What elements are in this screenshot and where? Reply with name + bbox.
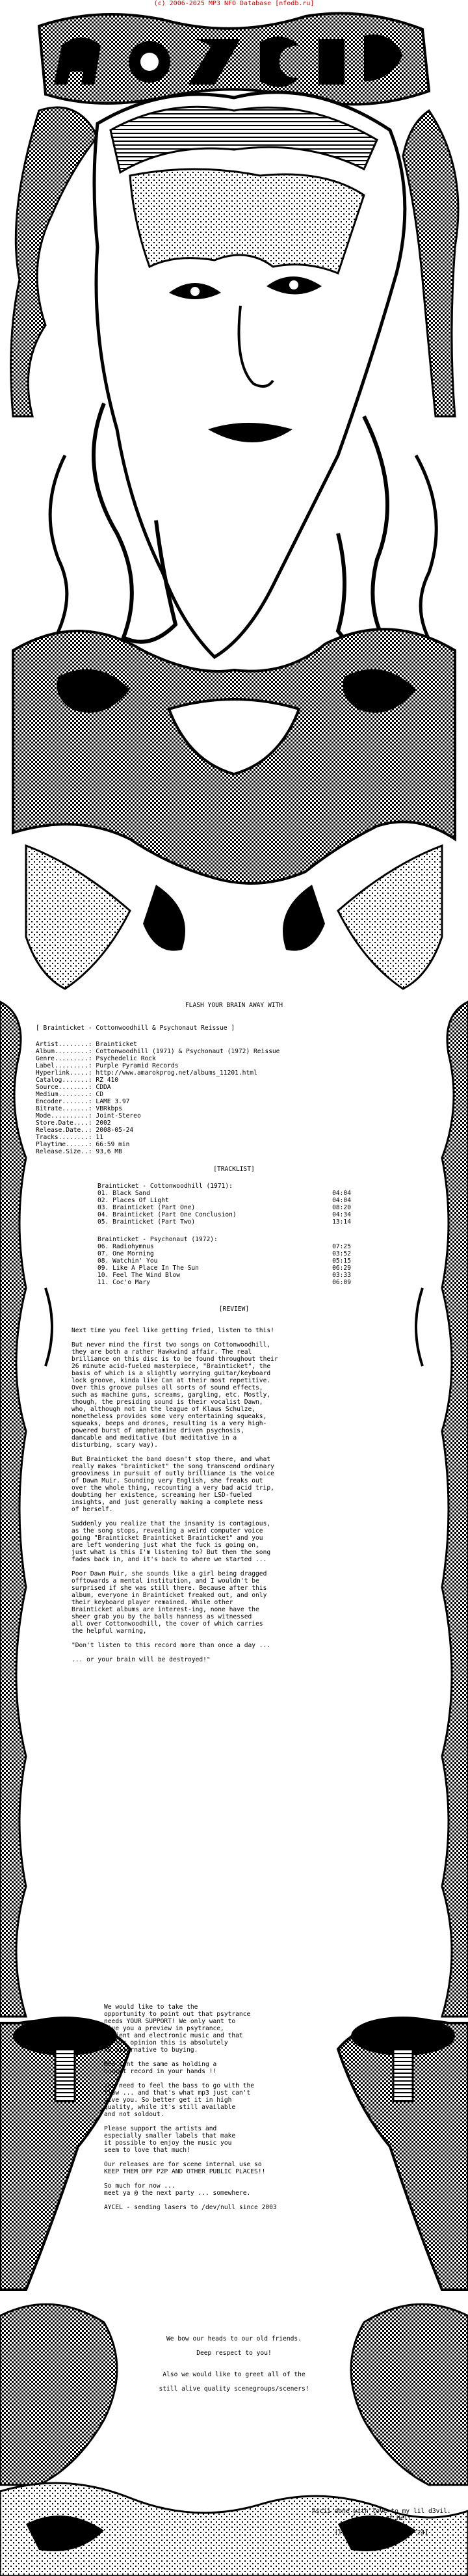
info-row — [36, 1041, 280, 1048]
track-time: 04:04 — [332, 1197, 351, 1204]
review-line — [72, 1449, 278, 1456]
greets-line: Also we would like to greet all of the — [162, 2371, 306, 2378]
info-row — [36, 1112, 280, 1120]
track-time: 04:34 — [332, 1211, 351, 1218]
review-line: doubting her existence, screaming her LSD-fueled — [72, 1492, 252, 1499]
info-value: RZ 410 — [92, 1077, 119, 1084]
notice-line: NO alternative to buying. — [104, 2046, 198, 2054]
info-value: Psychedelic Rock — [92, 1055, 156, 1062]
notice-line — [104, 2054, 277, 2061]
review-line: sheer grab you by the balls hanness as witnessed — [72, 1613, 252, 1620]
review-line: surprised if she was still there. Because after this — [72, 1585, 267, 1592]
disc1-title: Brainticket - Cottonwoodhill (1971): — [98, 1183, 233, 1190]
info-row — [36, 1048, 280, 1055]
review-line: 26 minute acid-fueled masterpiece, "Brainticket", the — [72, 1363, 271, 1370]
track-name: 04. Brainticket (Part One Conclusion) — [98, 1211, 237, 1218]
info-value: CDDA — [92, 1084, 111, 1091]
review-line: ... or your brain will be destroyed!" — [72, 1656, 211, 1663]
release-title: [ Brainticket - Cottonwoodhill & Psychonaut Reissue ] — [36, 1025, 235, 1032]
review-line: really makes "brainticket" the song transcend ordinary — [72, 1463, 274, 1470]
info-value: CD — [92, 1091, 103, 1098]
review-line — [72, 1513, 278, 1520]
info-value: 2008-05-24 — [92, 1127, 134, 1134]
info-row — [36, 1062, 280, 1069]
info-key: Album.........: — [36, 1048, 92, 1055]
info-row — [36, 1055, 280, 1062]
notice-line — [104, 2197, 277, 2204]
track-row — [98, 1272, 351, 1279]
review-line — [72, 1635, 278, 1642]
review-line: of Dawn Muir. Sounding very English, she freaks out — [72, 1477, 263, 1484]
notice-text — [104, 2004, 277, 2211]
notice-line: Please support the artists and — [104, 2125, 217, 2132]
info-value: 2002 — [92, 1120, 111, 1127]
info-value: VBRkbps — [92, 1105, 122, 1112]
review-line: nonetheless provides some very entertaining squeaks, — [72, 1413, 267, 1420]
notice-line: seem to love that much! — [104, 2147, 190, 2154]
info-key: Hyperlink.....: — [36, 1069, 92, 1077]
track-time: 08:20 — [332, 1204, 351, 1211]
review-line: album, everyone in Brainticket freaked out, and only — [72, 1592, 267, 1599]
track-name: 07. One Morning — [98, 1250, 154, 1257]
info-key: Encoder.......: — [36, 1098, 92, 1105]
track-row — [98, 1218, 351, 1226]
notice-line — [104, 2118, 277, 2125]
info-row — [36, 1091, 280, 1098]
info-key: Mode..........: — [36, 1112, 92, 1120]
info-key: Playtime......: — [36, 1141, 92, 1148]
review-line: fades back in, and it's back to where we started ... — [72, 1556, 267, 1563]
track-row — [98, 1211, 351, 1218]
disc1-tracklist — [98, 1190, 351, 1226]
notice-line: Our releases are for scene internal use so — [104, 2161, 262, 2168]
notice-line: and not soldout. — [104, 2111, 164, 2118]
notice-line: opportunity to point out that psytrance — [104, 2011, 251, 2018]
track-time: 07:25 — [332, 1243, 351, 1250]
review-heading: [REVIEW] — [218, 1306, 250, 1313]
track-time: 03:33 — [332, 1272, 351, 1279]
group-logo — [39, 14, 429, 105]
info-row — [36, 1127, 280, 1134]
info-value: Brainticket — [92, 1041, 137, 1048]
review-line: But Brainticket the band doesn't stop there, and what — [72, 1456, 271, 1463]
info-value: Joint-Stereo — [92, 1112, 141, 1120]
review-line: disturbing, scary way). — [72, 1442, 158, 1449]
track-time: 06:29 — [332, 1265, 351, 1272]
track-time: 04:04 — [332, 1190, 351, 1197]
notice-line: needs YOUR SUPPORT! We only want to — [104, 2018, 236, 2025]
review-line: Brainticket albums are interest-ing, none have the — [72, 1606, 259, 1613]
notice-line: We would like to take the — [104, 2004, 198, 2011]
track-name: 09. Like A Place In The Sun — [98, 1265, 199, 1272]
track-name: 02. Places Of Light — [98, 1197, 169, 1204]
headline: FLASH YOUR BRAIN AWAY WITH — [185, 1002, 283, 1009]
review-line: brilliance on this disc is to be found throughout their — [72, 1356, 278, 1363]
footer-line: Creature of Hell — [351, 2515, 412, 2522]
track-row — [98, 1243, 351, 1250]
info-key: Store.Date....: — [36, 1120, 92, 1127]
track-row — [98, 1197, 351, 1204]
review-line: Poor Dawn Muir, she sounds like a girl being dragged — [72, 1570, 267, 1577]
info-row — [36, 1120, 280, 1127]
info-key: Catalog.......: — [36, 1077, 92, 1084]
notice-line: give you a preview in psytrance, — [104, 2025, 224, 2032]
review-line: they are both a rather Hawkwind affair. The real — [72, 1348, 252, 1356]
review-line: all over Cottonwoodhill, the cover of which carries — [72, 1620, 263, 1628]
track-time: 03:52 — [332, 1250, 351, 1257]
review-line: squeaks, beeps and drones, resulting is a very high- — [72, 1420, 267, 1427]
review-line — [72, 1649, 278, 1656]
review-line: going "Brainticket Brainticket Brainticket" and you — [72, 1535, 263, 1542]
track-row — [98, 1250, 351, 1257]
review-line: as the song stops, revealing a weird computer voice — [72, 1527, 263, 1535]
track-name: 05. Brainticket (Part Two) — [98, 1218, 196, 1226]
review-line — [72, 1334, 278, 1341]
review-line: dancable and meditative (but meditative in a — [72, 1434, 237, 1442]
notice-line: flow ... and that's what mp3 just can't — [104, 2089, 251, 2097]
info-key: Release.Size..: — [36, 1148, 92, 1155]
main-figure-art — [11, 92, 458, 989]
review-line: But never mind the first two songs on Cottonwoodhill, — [72, 1341, 271, 1348]
notice-line: in our opinion this is absolutely — [104, 2039, 228, 2046]
review-text — [72, 1327, 278, 1663]
info-key: Bitrate.......: — [36, 1105, 92, 1112]
review-line: offtowards a mental institution, and I wouldn't be — [72, 1577, 259, 1585]
info-row — [36, 1148, 280, 1155]
info-row — [36, 1084, 280, 1091]
notice-line — [104, 2075, 277, 2082]
review-line: such as machine guns, screams, gargling, etc. Mostly, — [72, 1391, 271, 1399]
notice-line: bought record in your hands !! — [104, 2068, 217, 2075]
info-key: Genre.........: — [36, 1055, 92, 1062]
notice-line: give you. So better get it in high — [104, 2097, 232, 2104]
info-key: Artist........: — [36, 1041, 92, 1048]
review-line: "Don't listen to this record more than once a day ... — [72, 1642, 271, 1649]
review-line: lock groove, kinda like Can at their most repetitive. — [72, 1377, 271, 1384]
info-key: Label.........: — [36, 1062, 92, 1069]
info-value: 11 — [92, 1134, 103, 1141]
review-line: of herself. — [72, 1506, 113, 1513]
track-name: 03. Brainticket (Part One) — [98, 1204, 196, 1211]
info-value: LAME 3.97 — [92, 1098, 130, 1105]
track-name: 10. Feel The Wind Blow — [98, 1272, 181, 1279]
footer-line: Ascii done with love to my lil d3vil. — [312, 2508, 451, 2515]
info-key: Medium........: — [36, 1091, 92, 1098]
track-row — [98, 1257, 351, 1265]
track-name: 11. Coc'o Mary — [98, 1279, 150, 1286]
info-row — [36, 1069, 280, 1077]
footer-line — [312, 2522, 451, 2529]
greets-line — [0, 2342, 468, 2350]
notice-line — [104, 2154, 277, 2161]
track-row — [98, 1204, 351, 1211]
greets-line — [0, 2364, 468, 2371]
notice-line: quality, while it's still available — [104, 2104, 236, 2111]
review-line: Suddenly you realize that the insanity is contagious, — [72, 1520, 271, 1527]
info-key: Tracks........: — [36, 1134, 92, 1141]
footer-line: [last update: 2007-05-24] — [334, 2529, 429, 2536]
notice-line: So much for now ... — [104, 2182, 176, 2190]
disc2-title: Brainticket - Psychonaut (1972): — [98, 1236, 218, 1243]
review-line: just what is this I'm listening to? But then the song — [72, 1549, 271, 1556]
review-line: are left wondering just what the fuck is going on, — [72, 1542, 259, 1549]
info-value: 66:59 min — [92, 1141, 130, 1148]
track-row — [98, 1279, 351, 1286]
review-line: powered burst of amphetamine driven psychosis, — [72, 1427, 244, 1434]
tracklist-heading: [TRACKLIST] — [213, 1166, 255, 1173]
info-key: Release.Date..: — [36, 1127, 92, 1134]
notice-line: KEEP THEM OFF P2P AND OTHER PUBLIC PLACES!! — [104, 2168, 266, 2175]
greets-line — [0, 2357, 468, 2364]
info-value: 93,6 MB — [92, 1148, 122, 1155]
info-row — [36, 1141, 280, 1148]
review-line: their keyboard player remained. While other — [72, 1599, 233, 1606]
info-value: http://www.amarokprog.net/albums_11201.html — [92, 1069, 257, 1077]
info-value: Cottonwoodhill (1971) & Psychonaut (1972) Reissue — [92, 1048, 280, 1055]
site-header: (c) 2006-2025 MP3 NFO Database [nfodb.ru] — [153, 0, 315, 7]
notice-line: AYCEL - sending lasers to /dev/null since 2003 — [104, 2204, 277, 2211]
review-line: insights, and just generally making a complete mess — [72, 1499, 263, 1506]
notice-line — [104, 2175, 277, 2182]
info-value: Purple Pyramid Records — [92, 1062, 179, 1069]
notice-line: You need to feel the bass to go with the — [104, 2082, 255, 2089]
info-row — [36, 1134, 280, 1141]
review-line: grooviness in pursuit of outly brilliance is the voice — [72, 1470, 274, 1477]
info-row — [36, 1105, 280, 1112]
track-name: 01. Black Sand — [98, 1190, 150, 1197]
review-line: who, although not in the league of Klaus Schulze, — [72, 1406, 256, 1413]
track-row — [98, 1190, 351, 1197]
track-name: 06. Radiohymnus — [98, 1243, 154, 1250]
disc2-tracklist — [98, 1243, 351, 1286]
review-line: Next time you feel like getting fried, listen to this! — [72, 1327, 274, 1334]
release-info — [36, 1041, 280, 1155]
track-time: 06:09 — [332, 1279, 351, 1286]
review-line: though, the presiding sound is their vocalist Dawn, — [72, 1399, 263, 1406]
greets-text — [0, 2335, 468, 2393]
track-name: 08. Watchin' You — [98, 1257, 158, 1265]
greets-line: still alive quality scenegroups/sceners! — [159, 2385, 309, 2393]
info-row — [36, 1077, 280, 1084]
review-line: basis of which is a slightly worrying guitar/keyboard — [72, 1370, 271, 1377]
notice-line: meet ya @ the next party ... somewhere. — [104, 2190, 251, 2197]
notice-line: MP3 isnt the same as holding a — [104, 2061, 217, 2068]
track-row — [98, 1265, 351, 1272]
info-row — [36, 1098, 280, 1105]
greets-line: Deep respect to you! — [196, 2350, 272, 2357]
footer-text — [312, 2508, 451, 2536]
notice-line: ambient and electronic music and that — [104, 2032, 243, 2039]
review-line: the helpful warning, — [72, 1628, 147, 1635]
track-time: 13:14 — [332, 1218, 351, 1226]
greets-line: We bow our heads to our old friends. — [166, 2335, 302, 2342]
review-line: over the whole thing, recounting a very bad acid trip, — [72, 1484, 274, 1492]
greets-line — [0, 2378, 468, 2385]
notice-line: it possible to enjoy the music you — [104, 2140, 232, 2147]
review-line — [72, 1563, 278, 1570]
notice-line: especially smaller labels that make — [104, 2132, 236, 2140]
info-key: Source........: — [36, 1084, 92, 1091]
track-time: 05:15 — [332, 1257, 351, 1265]
review-line: Over this groove pulses all sorts of sound effects, — [72, 1384, 263, 1391]
